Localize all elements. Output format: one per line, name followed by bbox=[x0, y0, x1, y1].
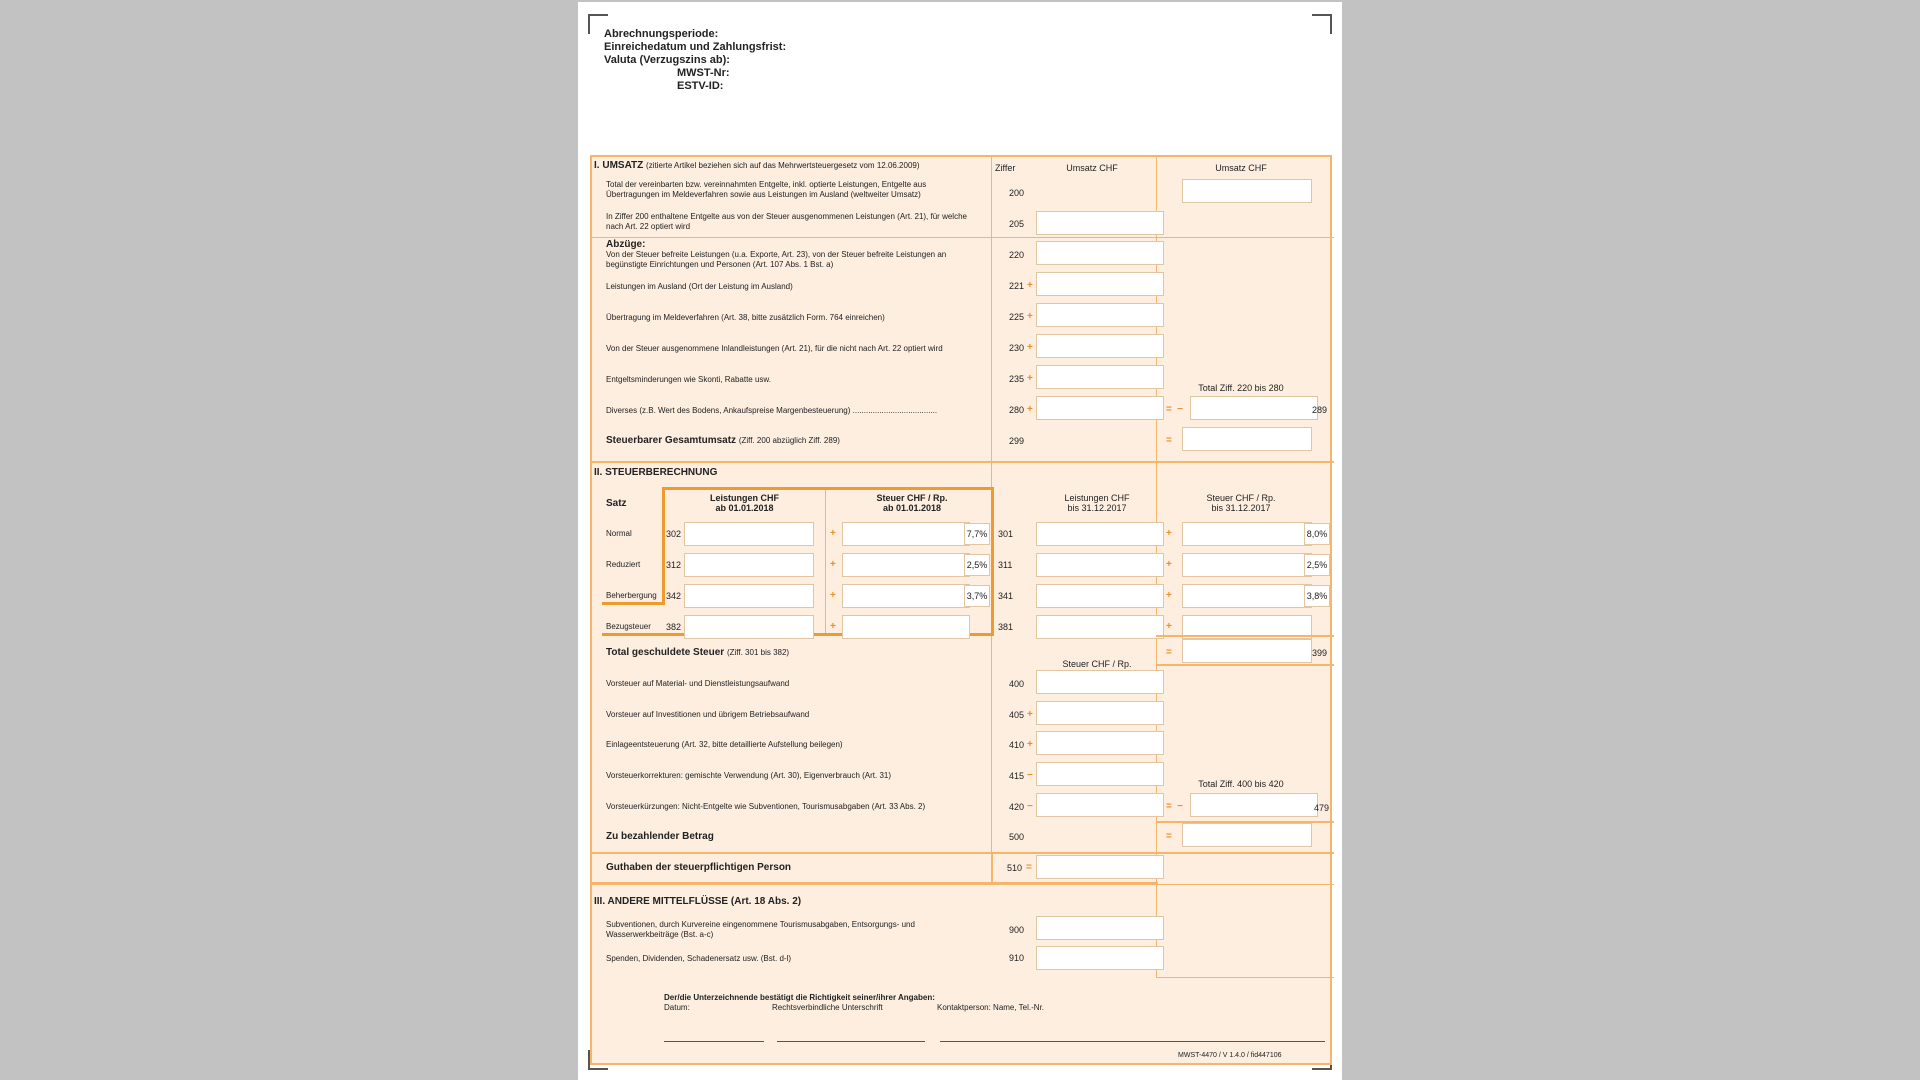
label-410: Einlageentsteuerung (Art. 32, bitte detaillierte Aufstellung beilegen) bbox=[606, 740, 843, 749]
input-311[interactable] bbox=[1036, 553, 1164, 577]
input-200[interactable] bbox=[1182, 179, 1312, 203]
section-3-title: III. ANDERE MITTELFLÜSSE (Art. 18 Abs. 2) bbox=[594, 896, 802, 907]
label-220: Von der Steuer befreite Leistungen (u.a. Exporte, Art. 23), von der Steuer befreite Leistungen an begünstigte Einrichtungen und Personen (Art. 107 Abs. 1 Bst. a) bbox=[606, 250, 947, 269]
rate-code: 301 bbox=[998, 529, 1014, 539]
header-period: Abrechnungsperiode: bbox=[604, 28, 719, 40]
rate-badge: 2,5% bbox=[964, 554, 990, 576]
input-420[interactable] bbox=[1036, 793, 1164, 817]
input-382[interactable] bbox=[684, 615, 814, 639]
input-205[interactable] bbox=[1036, 211, 1164, 235]
signature-line[interactable] bbox=[777, 1041, 925, 1042]
plus-sign: + bbox=[830, 621, 836, 632]
input-235[interactable] bbox=[1036, 365, 1164, 389]
input-301[interactable] bbox=[1036, 522, 1164, 546]
form-page bbox=[578, 2, 1342, 1080]
input-225[interactable] bbox=[1036, 303, 1164, 327]
header-valuta: Valuta (Verzugszins ab): bbox=[604, 54, 730, 66]
label-225: Übertragung im Meldeverfahren (Art. 38, bitte zusätzlich Form. 764 einreichen) bbox=[606, 313, 885, 322]
label-230: Von der Steuer ausgenommene Inlandleistungen (Art. 21), für die nicht nach Art. 22 optiert wird bbox=[606, 344, 943, 353]
label-910: Spenden, Dividenden, Schadenersatz usw. (Bst. d-l) bbox=[606, 954, 791, 963]
label-415: Vorsteuerkorrekturen: gemischte Verwendung (Art. 30), Eigenverbrauch (Art. 31) bbox=[606, 771, 892, 780]
input-405[interactable] bbox=[1036, 701, 1164, 725]
section-2-title: II. STEUERBERECHNUNG bbox=[594, 467, 718, 478]
input-tax-312[interactable] bbox=[842, 553, 970, 577]
rate-badge: 7,7% bbox=[964, 523, 990, 545]
input-381[interactable] bbox=[1036, 615, 1164, 639]
plus-sign: + bbox=[1166, 559, 1172, 570]
input-tax-311[interactable] bbox=[1182, 553, 1312, 577]
input-220[interactable] bbox=[1036, 241, 1164, 265]
label-510: Guthaben der steuerpflichtigen Person bbox=[606, 862, 792, 873]
input-tax-342[interactable] bbox=[842, 584, 970, 608]
section-1-title: I. UMSATZ (zitierte Artikel beziehen sich auf das Mehrwertsteuergesetz vom 12.06.2009) bbox=[594, 160, 920, 171]
col-umsatz-1: Umsatz CHF bbox=[1066, 163, 1118, 173]
label-420: Vorsteuerkürzungen: Nicht-Entgelte wie Subventionen, Tourismusabgaben (Art. 33 Abs. 2) bbox=[606, 802, 926, 811]
label-235: Entgeltsminderungen wie Skonti, Rabatte usw. bbox=[606, 375, 771, 384]
col-umsatz-2: Umsatz CHF bbox=[1215, 163, 1267, 173]
label-abzuege: Abzüge: bbox=[606, 239, 646, 250]
input-221[interactable] bbox=[1036, 272, 1164, 296]
rate-label: Bezugsteuer bbox=[606, 622, 651, 631]
plus-sign: + bbox=[830, 528, 836, 539]
date-line[interactable] bbox=[664, 1041, 764, 1042]
crop-mark bbox=[1312, 14, 1332, 34]
input-tax-301[interactable] bbox=[1182, 522, 1312, 546]
label-205: In Ziffer 200 enthaltene Entgelte aus von der Steuer ausgenommenen Leistungen (Art. 21), für welche nach Art. 22 optiert wird bbox=[606, 212, 967, 231]
rate-label: Normal bbox=[606, 529, 632, 538]
rate-code: 311 bbox=[998, 560, 1013, 570]
col-ziffer: Ziffer bbox=[995, 163, 1016, 173]
rate-badge: 3,8% bbox=[1304, 585, 1330, 607]
input-tax-302[interactable] bbox=[842, 522, 970, 546]
input-299[interactable] bbox=[1182, 427, 1312, 451]
input-tax-382[interactable] bbox=[842, 615, 970, 639]
label-200: Total der vereinbarten bzw. vereinnahmten Entgelte, inkl. optierte Leistungen, Entgelte aus Übertragungen im Meldeverfahren sowie aus Leistungen im Ausland (weltweiter Umsatz) bbox=[606, 180, 927, 199]
input-tax-341[interactable] bbox=[1182, 584, 1312, 608]
plus-sign: + bbox=[1166, 590, 1172, 601]
input-399[interactable] bbox=[1182, 639, 1312, 663]
rate-code: 302 bbox=[666, 529, 682, 539]
rate-badge: 2,5% bbox=[1304, 554, 1330, 576]
plus-sign: + bbox=[1166, 528, 1172, 539]
rate-code: 382 bbox=[666, 622, 682, 632]
label-405: Vorsteuer auf Investitionen und übrigem Betriebsaufwand bbox=[606, 710, 810, 719]
header-mwst: MWST-Nr: bbox=[677, 67, 730, 79]
contact-line[interactable] bbox=[940, 1041, 1325, 1042]
vat-form: I. UMSATZ (zitierte Artikel beziehen sich auf das Mehrwertsteuergesetz vom 12.06.2009) Ziffer Umsatz CHF Umsatz CHF Total der vereinbarten bzw. vereinnahmten Entgelte, inkl. optierte Leistungen, Entgelte aus Übertragungen im Meldeverfahren sowie aus Leistungen im Ausland (weltweiter Umsatz) 200 In Ziffer 200 enthaltene Entgelte aus von der Steuer ausgenommenen Leistungen (Art. 21), für welche nach Art. 22 optiert wird 205 Abzüge: Von der Steuer befreite Leistungen (u.a. Exporte, Art. 23), von der Steuer befreite Leistungen an begünstigte Einrichtungen und Personen (Art. 107 Abs. 1 Bst. a) 220 Leistungen im Ausland (Ort der Leistung im Ausland) 221 + Übertragung im Meldeverfahren (Art. 38, bitte zusätzlich Form. 764 einreichen) 225 + Von der Steuer ausgenommene Inlandleistungen (Art. 21), für die nicht nach Art. 22 optiert wird 230 + Entgeltsminderungen wie Skonti, Rabatte usw. 235 + Total Ziff. 220 bis 280 Diverses (z.B. Wert des Bodens, Ankaufspreise Margenbesteuerung) ...................................... 280 + = − 289 Steuerbarer Gesamtumsatz (Ziff. 200 abzüglich Ziff. 289) 299 = II. STEUERBERECHNUNG Satz Leistungen CHF ab 01.01.2018 Steuer CHF / Rp. ab 01.01.2018 Leistungen CHF bis 31.12.2017 Steuer CHF / Rp. bis 31.12.2017 Normal 302 + 7,7% 301 + 8,0% Reduziert 312 + 2,5% 311 + 2,5% Beherbergung 342 + 3,7% 341 + 3,8% Bezugsteuer 382 + 381 + Total geschuldete Steuer (Ziff. 301 bis 382) = 399 Steuer CHF / Rp. Vorsteuer auf Material- und Dienstleistungsaufwand 400 Vorsteuer auf Investitionen und übrigem Betriebsaufwand 405 + Einlageentsteuerung (Art. 32, bitte detaillierte Aufstellung beilegen) 410 + Vorsteuerkorrekturen: gemischte Verwendung (Art. 30), Eigenverbrauch (Art. 31) 415 − Total Ziff. 400 bis 420 Vorsteuerkürzungen: Nicht-Entgelte wie Subventionen, Tourismusabgaben (Art. 33 Abs. 2) 420 − = − 479 Zu bezahlender Betrag 500 = Guthaben der steuerpflichtigen Person 510 = III. ANDERE MITTELFLÜSSE (Art. 18 Abs. 2) Subventionen, durch Kurvereine eingenommene Tourismusabgaben, Entsorgungs- und Wasserwerkbeiträge (Bst. a-c) 900 Spenden, Dividenden, Schadenersatz usw. (Bst. d-l) 910 Der/die Unterzeichnende bestätigt die Richtigkeit seiner/ihrer Angaben: Datum: Rechtsverbindliche Unterschrift Kontaktperson: Name, Tel.-Nr. bbox=[590, 155, 1332, 1065]
label-900: Subventionen, durch Kurvereine eingenommene Tourismusabgaben, Entsorgungs- und Wasserwerkbeiträge (Bst. a-c) bbox=[606, 920, 915, 939]
rate-code: 342 bbox=[666, 591, 682, 601]
input-341[interactable] bbox=[1036, 584, 1164, 608]
input-400[interactable] bbox=[1036, 670, 1164, 694]
header-date: Einreichedatum und Zahlungsfrist: bbox=[604, 41, 787, 53]
label-280: Diverses (z.B. Wert des Bodens, Ankaufspreise Margenbesteuerung) ...................................... bbox=[606, 406, 938, 415]
label-221: Leistungen im Ausland (Ort der Leistung im Ausland) bbox=[606, 282, 793, 291]
rate-code: 312 bbox=[666, 560, 682, 570]
rate-code: 341 bbox=[998, 591, 1014, 601]
rate-code: 381 bbox=[998, 622, 1014, 632]
input-415[interactable] bbox=[1036, 762, 1164, 786]
label-299: Steuerbarer Gesamtumsatz (Ziff. 200 abzüglich Ziff. 289) bbox=[606, 435, 840, 446]
input-289[interactable] bbox=[1190, 396, 1318, 420]
form-id: MWST-4470 / V 1.4.0 / fid447106 bbox=[1178, 1052, 1282, 1059]
rate-badge: 8,0% bbox=[1304, 523, 1330, 545]
input-280[interactable] bbox=[1036, 396, 1164, 420]
input-910[interactable] bbox=[1036, 946, 1164, 970]
input-342[interactable] bbox=[684, 584, 814, 608]
input-900[interactable] bbox=[1036, 916, 1164, 940]
rate-badge: 3,7% bbox=[964, 585, 990, 607]
label-500: Zu bezahlender Betrag bbox=[606, 831, 714, 842]
rate-label: Beherbergung bbox=[606, 591, 657, 600]
input-410[interactable] bbox=[1036, 731, 1164, 755]
input-500[interactable] bbox=[1182, 823, 1312, 847]
plus-sign: + bbox=[830, 590, 836, 601]
input-302[interactable] bbox=[684, 522, 814, 546]
plus-sign: + bbox=[1166, 621, 1172, 632]
input-510[interactable] bbox=[1036, 855, 1164, 879]
input-312[interactable] bbox=[684, 553, 814, 577]
input-230[interactable] bbox=[1036, 334, 1164, 358]
input-479[interactable] bbox=[1190, 793, 1318, 817]
rate-label: Reduziert bbox=[606, 560, 641, 569]
plus-sign: + bbox=[830, 559, 836, 570]
label-400: Vorsteuer auf Material- und Dienstleistungsaufwand bbox=[606, 679, 790, 688]
header-estv: ESTV-ID: bbox=[677, 80, 724, 92]
label-total-tax: Total geschuldete Steuer (Ziff. 301 bis 382) bbox=[606, 647, 790, 658]
